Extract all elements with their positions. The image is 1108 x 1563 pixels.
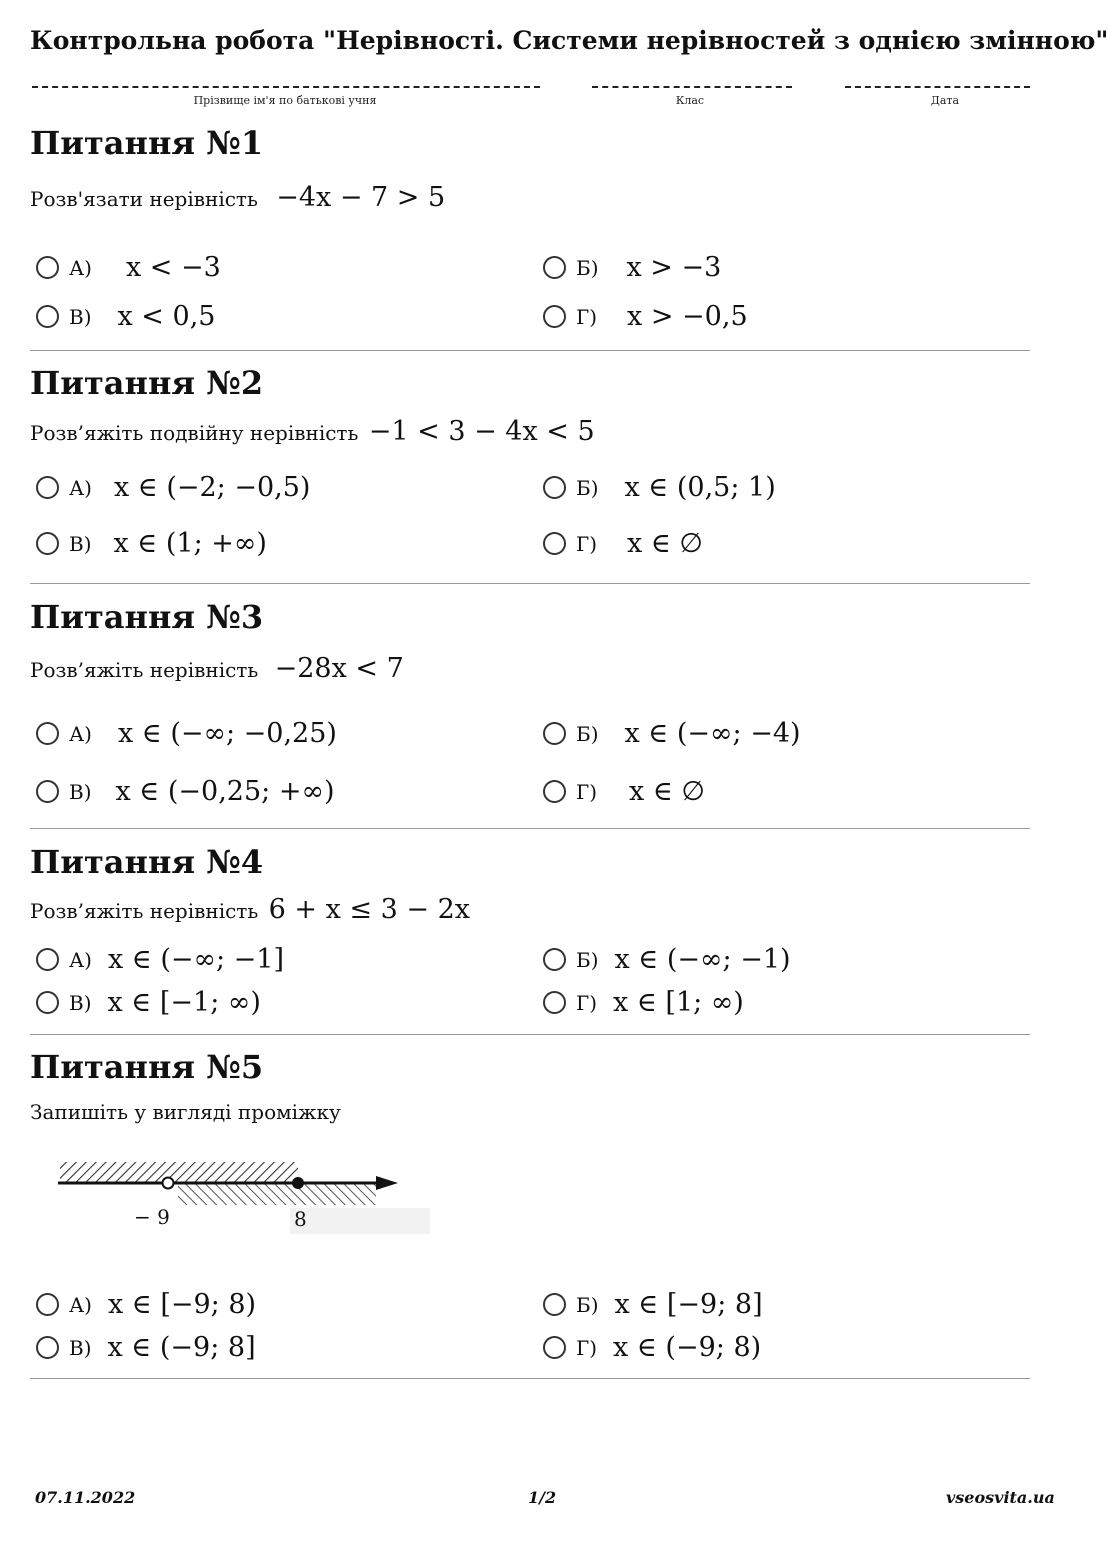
option-letter: В) xyxy=(69,531,92,556)
option-letter: Г) xyxy=(576,531,598,556)
option-value: x ∈ [−9; 8) xyxy=(107,1289,257,1320)
question-5-text xyxy=(30,1100,341,1124)
hatch-lower-region xyxy=(178,1184,376,1205)
question-4-prompt: Розв’яжіть нерівність xyxy=(30,899,259,923)
option-letter: В) xyxy=(69,990,92,1015)
question-1-text xyxy=(30,182,445,213)
option-value: x ∈ (−9; 8] xyxy=(107,1332,256,1363)
option-value: x ∈ (−2; −0,5) xyxy=(113,472,311,503)
q2-option-d[interactable] xyxy=(543,528,703,559)
radio-button[interactable] xyxy=(543,780,566,803)
option-letter: В) xyxy=(69,1335,92,1360)
question-3-math: −28x < 7 xyxy=(274,653,404,684)
question-divider xyxy=(30,828,1030,829)
q1-option-b[interactable] xyxy=(543,252,721,283)
radio-button[interactable] xyxy=(36,948,59,971)
option-letter: А) xyxy=(69,1292,92,1317)
q4-option-a[interactable] xyxy=(36,944,284,975)
question-4-math: 6 + x ≤ 3 − 2x xyxy=(268,894,470,925)
radio-button[interactable] xyxy=(36,722,59,745)
question-3-prompt: Розв’яжіть нерівність xyxy=(30,658,259,682)
option-value: x ∈ (0,5; 1) xyxy=(624,472,776,503)
question-3-title: Питання №3 xyxy=(30,598,264,636)
name-field-caption: Прізвище ім'я по батькові учня xyxy=(193,94,377,107)
name-field-line[interactable] xyxy=(32,86,540,88)
radio-button[interactable] xyxy=(36,476,59,499)
radio-button[interactable] xyxy=(36,532,59,555)
radio-button[interactable] xyxy=(36,256,59,279)
question-5-prompt: Запишіть у вигляді проміжку xyxy=(30,1100,341,1124)
q5-option-c[interactable] xyxy=(36,1332,256,1363)
radio-button[interactable] xyxy=(36,780,59,803)
option-value: x < −3 xyxy=(125,252,221,283)
radio-button[interactable] xyxy=(36,1293,59,1316)
q2-option-b[interactable] xyxy=(543,472,776,503)
question-4-title: Питання №4 xyxy=(30,843,264,881)
label-8: 8 xyxy=(294,1207,307,1231)
q5-option-d[interactable] xyxy=(543,1332,761,1363)
footer-date: 07.11.2022 xyxy=(35,1488,136,1507)
radio-button[interactable] xyxy=(543,532,566,555)
question-2-prompt: Розв’яжіть подвійну нерівність xyxy=(30,421,359,445)
question-divider xyxy=(30,1378,1030,1379)
option-value: x ∈ (−∞; −1] xyxy=(107,944,284,975)
q4-option-b[interactable] xyxy=(543,944,791,975)
question-1-title: Питання №1 xyxy=(30,124,264,162)
radio-button[interactable] xyxy=(36,991,59,1014)
option-letter: Г) xyxy=(576,1335,598,1360)
class-field-caption: Клас xyxy=(675,94,705,107)
option-letter: Г) xyxy=(576,990,598,1015)
question-3-text xyxy=(30,653,404,684)
option-value: x < 0,5 xyxy=(117,301,216,332)
option-value: x ∈ [1; ∞) xyxy=(613,987,744,1018)
radio-button[interactable] xyxy=(36,305,59,328)
question-5-title: Питання №5 xyxy=(30,1048,264,1086)
q3-option-a[interactable] xyxy=(36,718,337,749)
option-letter: Г) xyxy=(576,779,598,804)
option-value: x ∈ ∅ xyxy=(629,776,705,807)
option-value: x ∈ ∅ xyxy=(627,528,703,559)
option-letter: А) xyxy=(69,721,92,746)
footer-page-number: 1/2 xyxy=(528,1488,557,1507)
option-letter: В) xyxy=(69,304,92,329)
radio-button[interactable] xyxy=(543,948,566,971)
option-value: x ∈ (−∞; −0,25) xyxy=(117,718,337,749)
date-field-caption: Дата xyxy=(930,94,960,107)
question-1-math: −4x − 7 > 5 xyxy=(276,182,446,213)
radio-button[interactable] xyxy=(543,305,566,328)
q5-option-b[interactable] xyxy=(543,1289,763,1320)
option-value: x ∈ (−0,25; +∞) xyxy=(115,776,335,807)
radio-button[interactable] xyxy=(36,1336,59,1359)
q3-option-d[interactable] xyxy=(543,776,705,807)
option-letter: А) xyxy=(69,255,92,280)
radio-button[interactable] xyxy=(543,476,566,499)
q1-option-d[interactable] xyxy=(543,301,748,332)
option-value: x ∈ (−9; 8) xyxy=(613,1332,762,1363)
option-value: x > −3 xyxy=(626,252,722,283)
q5-option-a[interactable] xyxy=(36,1289,256,1320)
document-title: Контрольна робота "Нерівності. Системи нерівностей з однією змінною" xyxy=(30,26,1108,55)
question-divider xyxy=(30,1034,1030,1035)
label-minus9: − 9 xyxy=(134,1205,170,1229)
question-4-text xyxy=(30,894,470,925)
radio-button[interactable] xyxy=(543,1336,566,1359)
class-field-line[interactable] xyxy=(592,86,792,88)
question-divider xyxy=(30,583,1030,584)
q1-option-a[interactable] xyxy=(36,252,221,283)
question-2-text xyxy=(30,416,595,447)
question-2-math: −1 < 3 − 4x < 5 xyxy=(368,416,595,447)
hatch-upper-region xyxy=(60,1162,298,1183)
option-letter: А) xyxy=(69,947,92,972)
axis-arrow-icon xyxy=(376,1176,398,1190)
option-letter: В) xyxy=(69,779,92,804)
q3-option-c[interactable] xyxy=(36,776,334,807)
footer-site: vseosvita.ua xyxy=(946,1488,1055,1507)
question-divider xyxy=(30,350,1030,351)
option-value: x ∈ (1; +∞) xyxy=(113,528,267,559)
radio-button[interactable] xyxy=(543,991,566,1014)
option-letter: А) xyxy=(69,475,92,500)
radio-button[interactable] xyxy=(543,722,566,745)
option-value: x ∈ (−∞; −4) xyxy=(624,718,801,749)
option-letter: Г) xyxy=(576,304,598,329)
q2-option-a[interactable] xyxy=(36,472,310,503)
option-letter: Б) xyxy=(576,947,599,972)
option-value: x ∈ [−9; 8] xyxy=(614,1289,763,1320)
option-value: x ∈ (−∞; −1) xyxy=(614,944,791,975)
option-letter: Б) xyxy=(576,255,599,280)
filled-point-8 xyxy=(292,1177,304,1189)
label-background xyxy=(290,1208,430,1234)
question-1-prompt: Розв'язати нерівність xyxy=(30,187,258,211)
option-letter: Б) xyxy=(576,721,599,746)
date-field-line[interactable] xyxy=(845,86,1030,88)
radio-button[interactable] xyxy=(543,1293,566,1316)
q3-option-b[interactable] xyxy=(543,718,801,749)
option-value: x ∈ [−1; ∞) xyxy=(107,987,261,1018)
question-2-title: Питання №2 xyxy=(30,364,264,402)
q2-option-c[interactable] xyxy=(36,528,267,559)
option-letter: Б) xyxy=(576,475,599,500)
q4-option-c[interactable] xyxy=(36,987,261,1018)
radio-button[interactable] xyxy=(543,256,566,279)
q4-option-d[interactable] xyxy=(543,987,744,1018)
number-line-figure xyxy=(50,1148,435,1240)
option-letter: Б) xyxy=(576,1292,599,1317)
option-value: x > −0,5 xyxy=(627,301,748,332)
q1-option-c[interactable] xyxy=(36,301,215,332)
open-point-minus9 xyxy=(163,1178,174,1189)
